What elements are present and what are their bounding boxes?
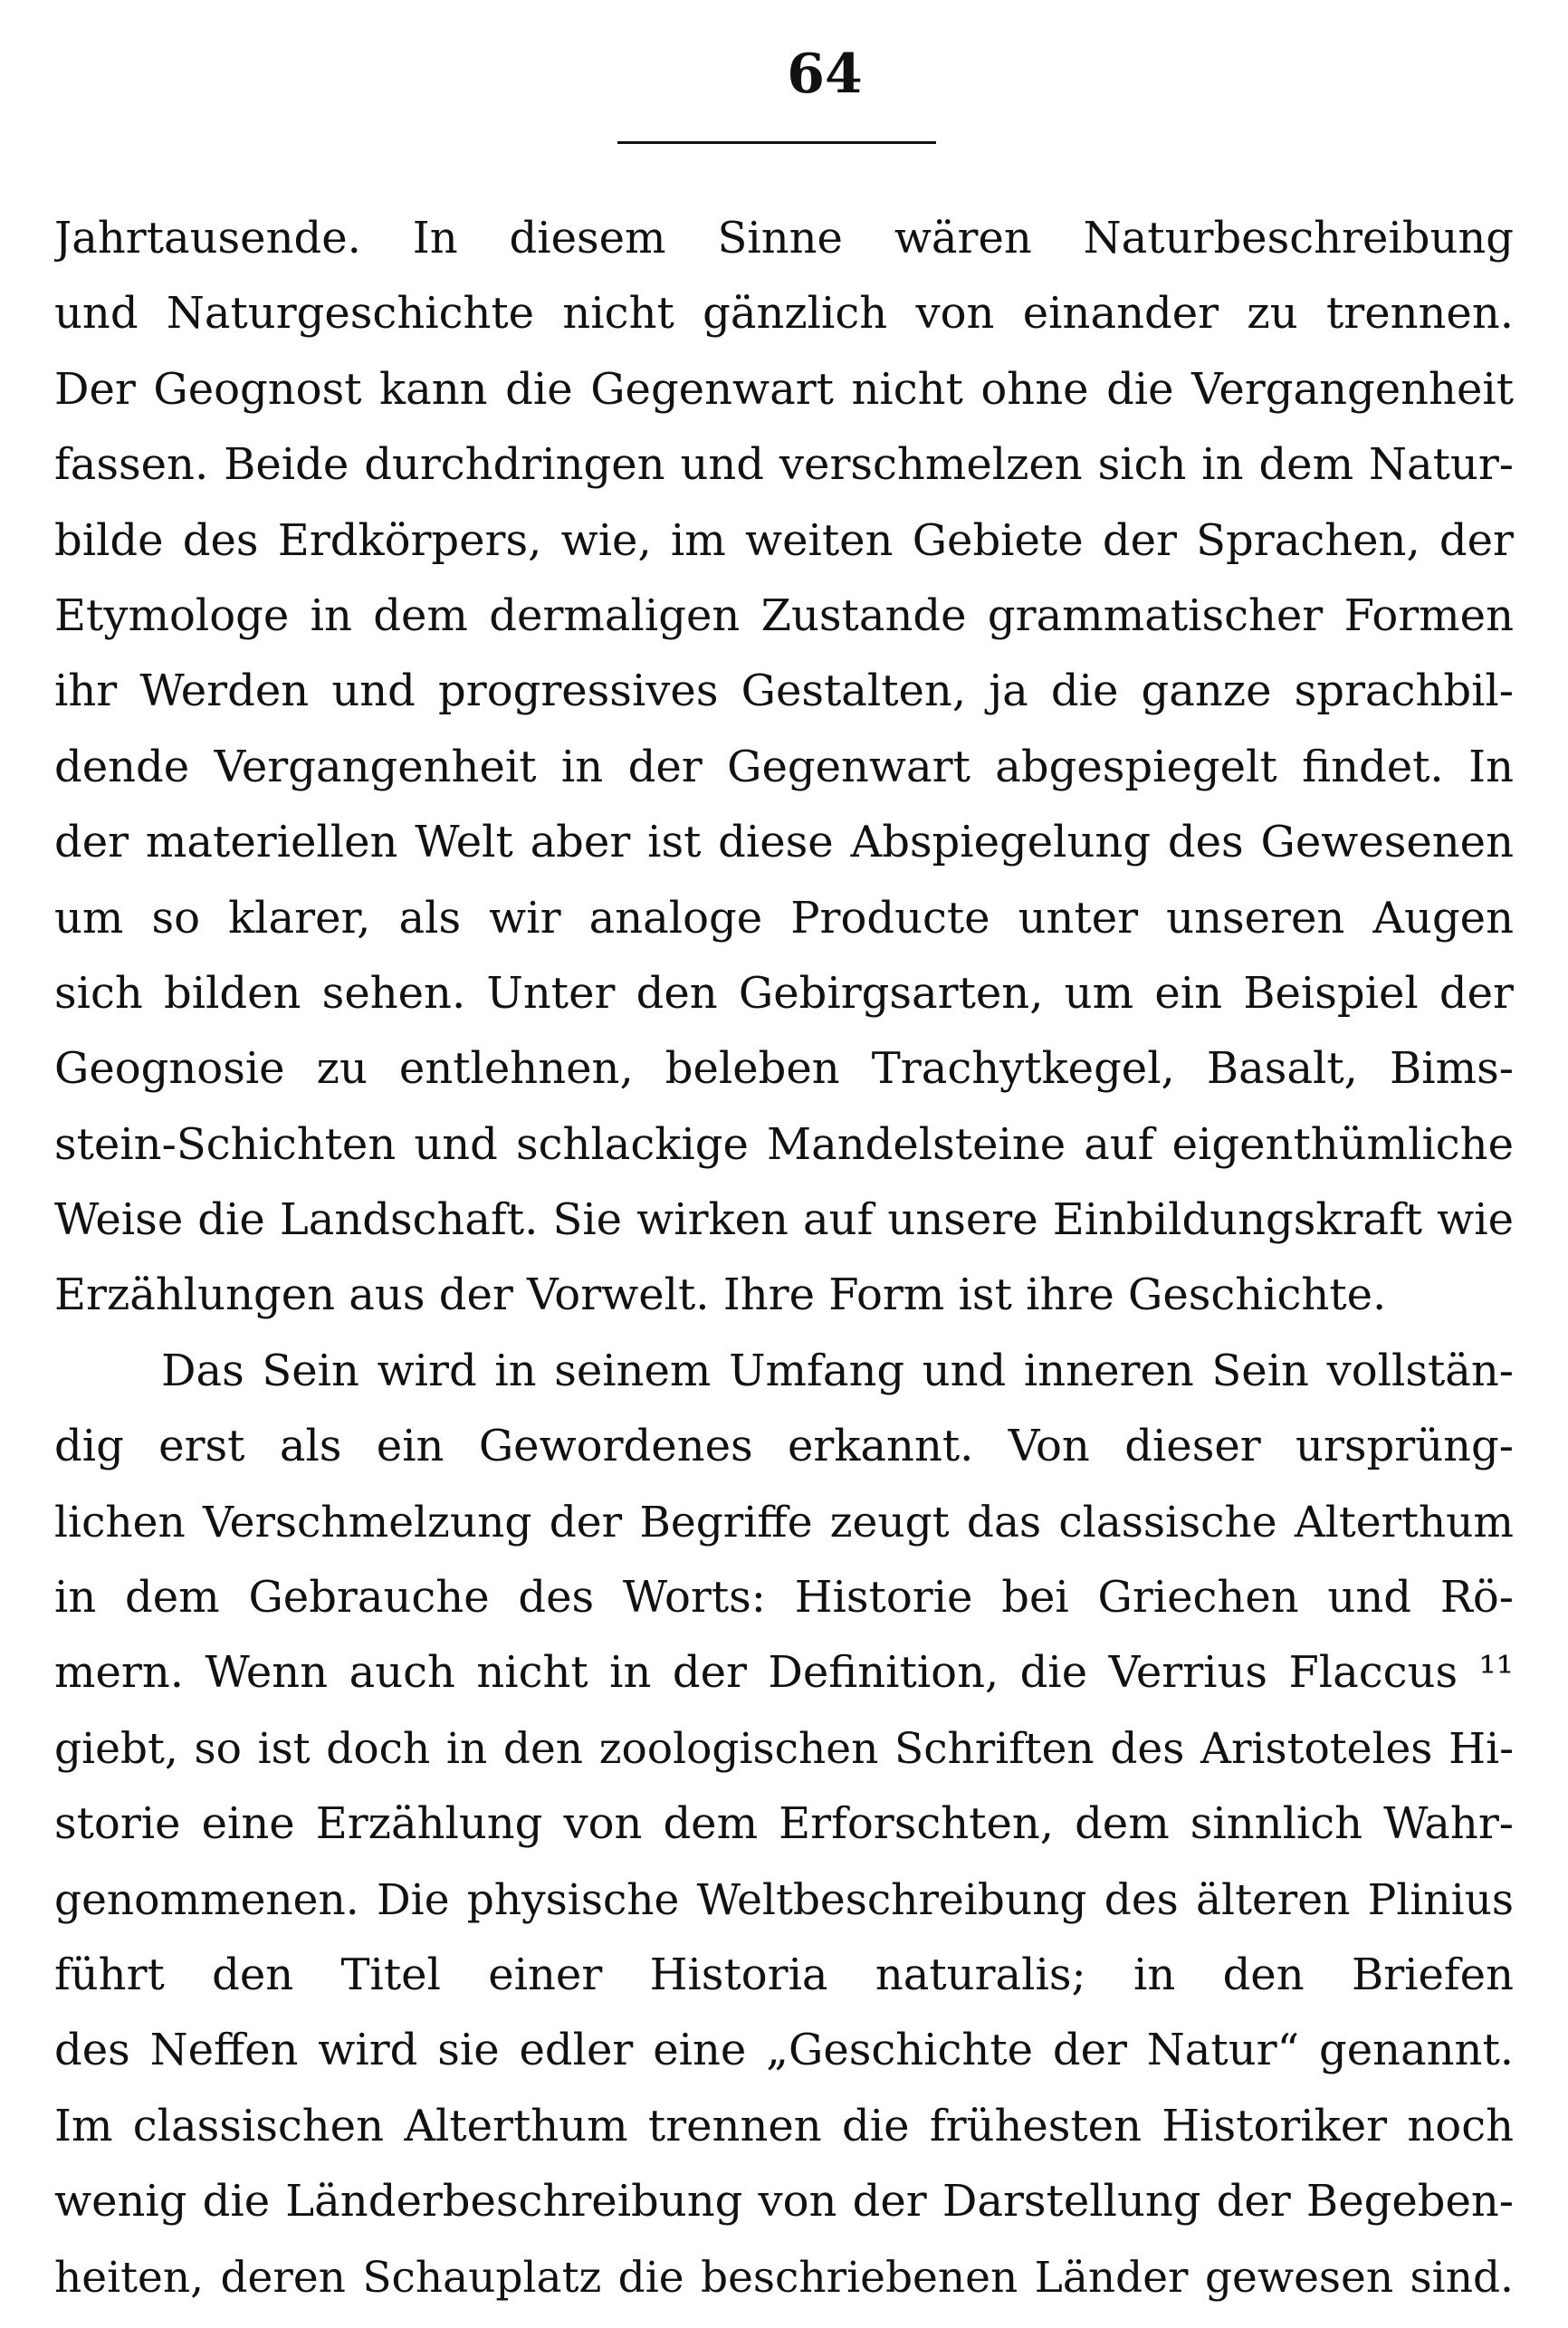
text-line: Etymologe in dem dermaligen Zustande grammatischer Formen [54, 589, 1514, 641]
text-line: giebt, so ist doch in den zoologischen Schriften des Aristoteles Hi- [54, 1723, 1514, 1774]
text-line: des Neffen wird sie edler eine „Geschichte der Natur“ genannt. [54, 2025, 1514, 2076]
text-line: wenig die Länderbeschreibung von der Darstellung der Begeben- [54, 2176, 1514, 2227]
text-line: sich bilden sehen. Unter den Gebirgsarten, um ein Beispiel der [54, 967, 1514, 1019]
page-number: 64 [787, 43, 863, 106]
text-line: Jahrtausende. In diesem Sinne wären Naturbeschreibung [54, 213, 1514, 263]
text-line: Geognosie zu entlehnen, beleben Trachytkegel, Basalt, Bims- [54, 1043, 1514, 1095]
text-line: stein-Schichten und schlackige Mandelsteine auf eigenthümliche [54, 1118, 1514, 1170]
text-line: fassen. Beide durchdringen und verschmelzen sich in dem Natur- [54, 439, 1514, 491]
text-line: Im classischen Alterthum trennen die frühesten Historiker noch [54, 2100, 1514, 2151]
text-line: genommenen. Die physische Weltbeschreibung des älteren Plinius [54, 1874, 1514, 1925]
text-line: bilde des Erdkörpers, wie, im weiten Gebiete der Sprachen, der [54, 514, 1514, 566]
text-line: Der Geognost kann die Gegenwart nicht ohne die Vergangenheit [54, 363, 1514, 415]
text-line: storie eine Erzählung von dem Erforschten, dem sinnlich Wahr- [54, 1798, 1514, 1850]
text-line: dende Vergangenheit in der Gegenwart abgespiegelt findet. In [54, 741, 1514, 792]
text-line: und Naturgeschichte nicht gänzlich von einander zu trennen. [54, 288, 1514, 340]
text-line: heiten, deren Schauplatz die beschriebenen Länder gewesen sind. [54, 2252, 1514, 2303]
text-line: der materiellen Welt aber ist diese Abspiegelung des Gewesenen [54, 817, 1514, 868]
text-line: ihr Werden und progressives Gestalten, ja die ganze sprachbil- [54, 666, 1514, 717]
text-line: in dem Gebrauche des Worts: Historie bei Griechen und Rö- [54, 1572, 1514, 1624]
text-line: um so klarer, als wir analoge Producte unter unseren Augen [54, 892, 1514, 944]
header-rule [617, 141, 936, 144]
text-line: lichen Verschmelzung der Begriffe zeugt das classische Alterthum [54, 1497, 1514, 1547]
text-line: mern. Wenn auch nicht in der Definition, die Verrius Flaccus ¹¹ [54, 1647, 1514, 1699]
body-text [54, 201, 1514, 2315]
text-line: Weise die Landschaft. Sie wirken auf unsere Einbildungskraft wie [54, 1194, 1514, 1246]
text-line: dig erst als ein Gewordenes erkannt. Von dieser ursprüng- [54, 1421, 1514, 1472]
text-line: führt den Titel einer Historia naturalis; in den Briefen [54, 1949, 1514, 2000]
paragraph-start-line: Das Sein wird in seinem Umfang und inneren Sein vollstän- [161, 1345, 1514, 1396]
text-line: Erzählungen aus der Vorwelt. Ihre Form ist ihre Geschichte. [54, 1269, 1387, 1321]
